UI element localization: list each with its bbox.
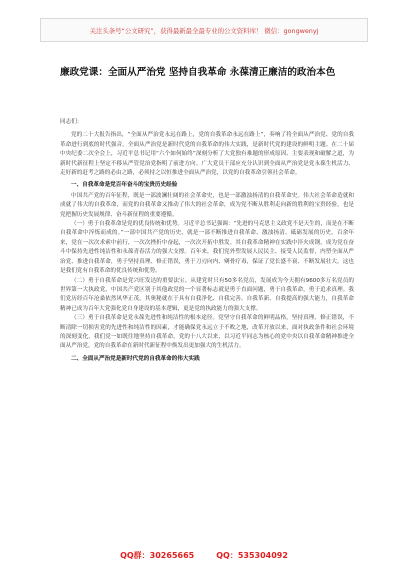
page-title: 廉政党课：全面从严治党 坚持自我革命 永葆清正廉洁的政治本色 (60, 67, 336, 78)
paragraph: 党的二十大报告指出，“全面从严治党永远在路上，党的自我革命永远在路上”，奏响了将全面从严治党、党的自我革命进行到底的时代强音。全面从严治党是新时代党的自我革命的伟大实践，是新时代党的建设的鲜明主题。在二十届中央纪委二次全会上，习近平总书记用“六个如何始终”深刻分析了大党独有难题的形成原因、主要表现和破解之道，为新时代新征程上坚定不移从严管党治党指明了前进方向。广大党员干部应充分认识到全面从严治党是党永葆生机活力、走好新的赶考之路的必由之路，必须持之以恒推进全面从严治党，以党的自我革命引领社会革命。 (60, 132, 354, 177)
footer-qq-group: QQ群：30265665 (120, 550, 195, 560)
greeting: 同志们： (60, 119, 83, 125)
paragraph: （一）勇于自我革命是党的优良传统和优势。习近平总书记强调：“先进的马克思主义政党不是天生的，而是在不断自我革命中淬炼而成的。”一部中国共产党的历史，就是一部不断推进自我革命、激浊扬清、砥砺发展的历史，百余年来，党在一次次求索中前行，一次次挫折中奋起，一次次开拓中胜发。其自我革命精神在实践中淬火成钢，成为党在奋斗中保持先进性纯洁性和永葆青春活力的强大支撑。百年来，我们党外塑发展人民民主、接受人民监督，内塑全面从严治党、推进自我革命，勇于坚持真理、修正错误，勇于刀刃向内、剜骨疗毒，保证了党长盛不衰、不断发展壮大。这也是我们党有自我革命的优良传统和优势。 (60, 221, 354, 275)
paragraph: （三）勇于自我革命是党永葆先进性和纯洁性的根本途径。党坚守自我革命的鲜明品格，坚持真理、修正错误，不断清除一切损害党的先进性和纯洁性的因素，才能确保党永远立于不败之地，改革开放以来，面对执政条件和社会环境的深刻变化，我们党一如既往地坚持自我革命。党的十八大以来，以习近平同志为核心的党中央以自我革命精神推进全面从严治党，党的自我革命在新时代新征程中焕发出更加强大的生机活力。 (60, 315, 354, 350)
banner-text: 关注头条号“公文研究”，获得最新最全最专业的公文资料库！ 微信：gongwenyj (89, 26, 319, 35)
footer (0, 548, 408, 562)
header-banner (40, 18, 368, 42)
paragraph: （二）勇于自我革命是党兴旺发达的重要法宝。从建党时只有50多名党员，发展成为今天拥有9600多万名党员的世界第一大执政党，中国共产党区别于其他政党的一个显著标志就是勇于直面问题，勇于自我革命，勇于追求真理。我们党历经百年沧桑依然风华正茂，其奥秘就在于具有自我净化、自我完善、自我革新、自我提高的强大能力，自我革命精神已成为百年大党强化党自身建设的基本逻辑，更是党的执政能力的强大支撑。 (60, 277, 354, 312)
footer-qq: QQ：535304092 (216, 550, 288, 560)
section-heading: 一、自我革命是党百年奋斗的宝贵历史经验 (71, 182, 178, 189)
paragraph: 中国共产党的百年征程，既是一部波澜壮阔的社会革命史，也是一部激浊扬清的自我革命史。伟大社会革命造就和成就了伟大的自我革命，而党的自我革命又推动了伟大的社会革命，成为党不断从胜利走向新的胜利的宝贵经验，也是党把握历史发展规律、奋斗新征程的重要遵循。 (60, 192, 354, 218)
paragraph-list (60, 131, 354, 364)
document-body (60, 118, 354, 365)
section-heading: 二、全面从严治党是新时代党的自我革命的伟大实践 (71, 355, 200, 362)
